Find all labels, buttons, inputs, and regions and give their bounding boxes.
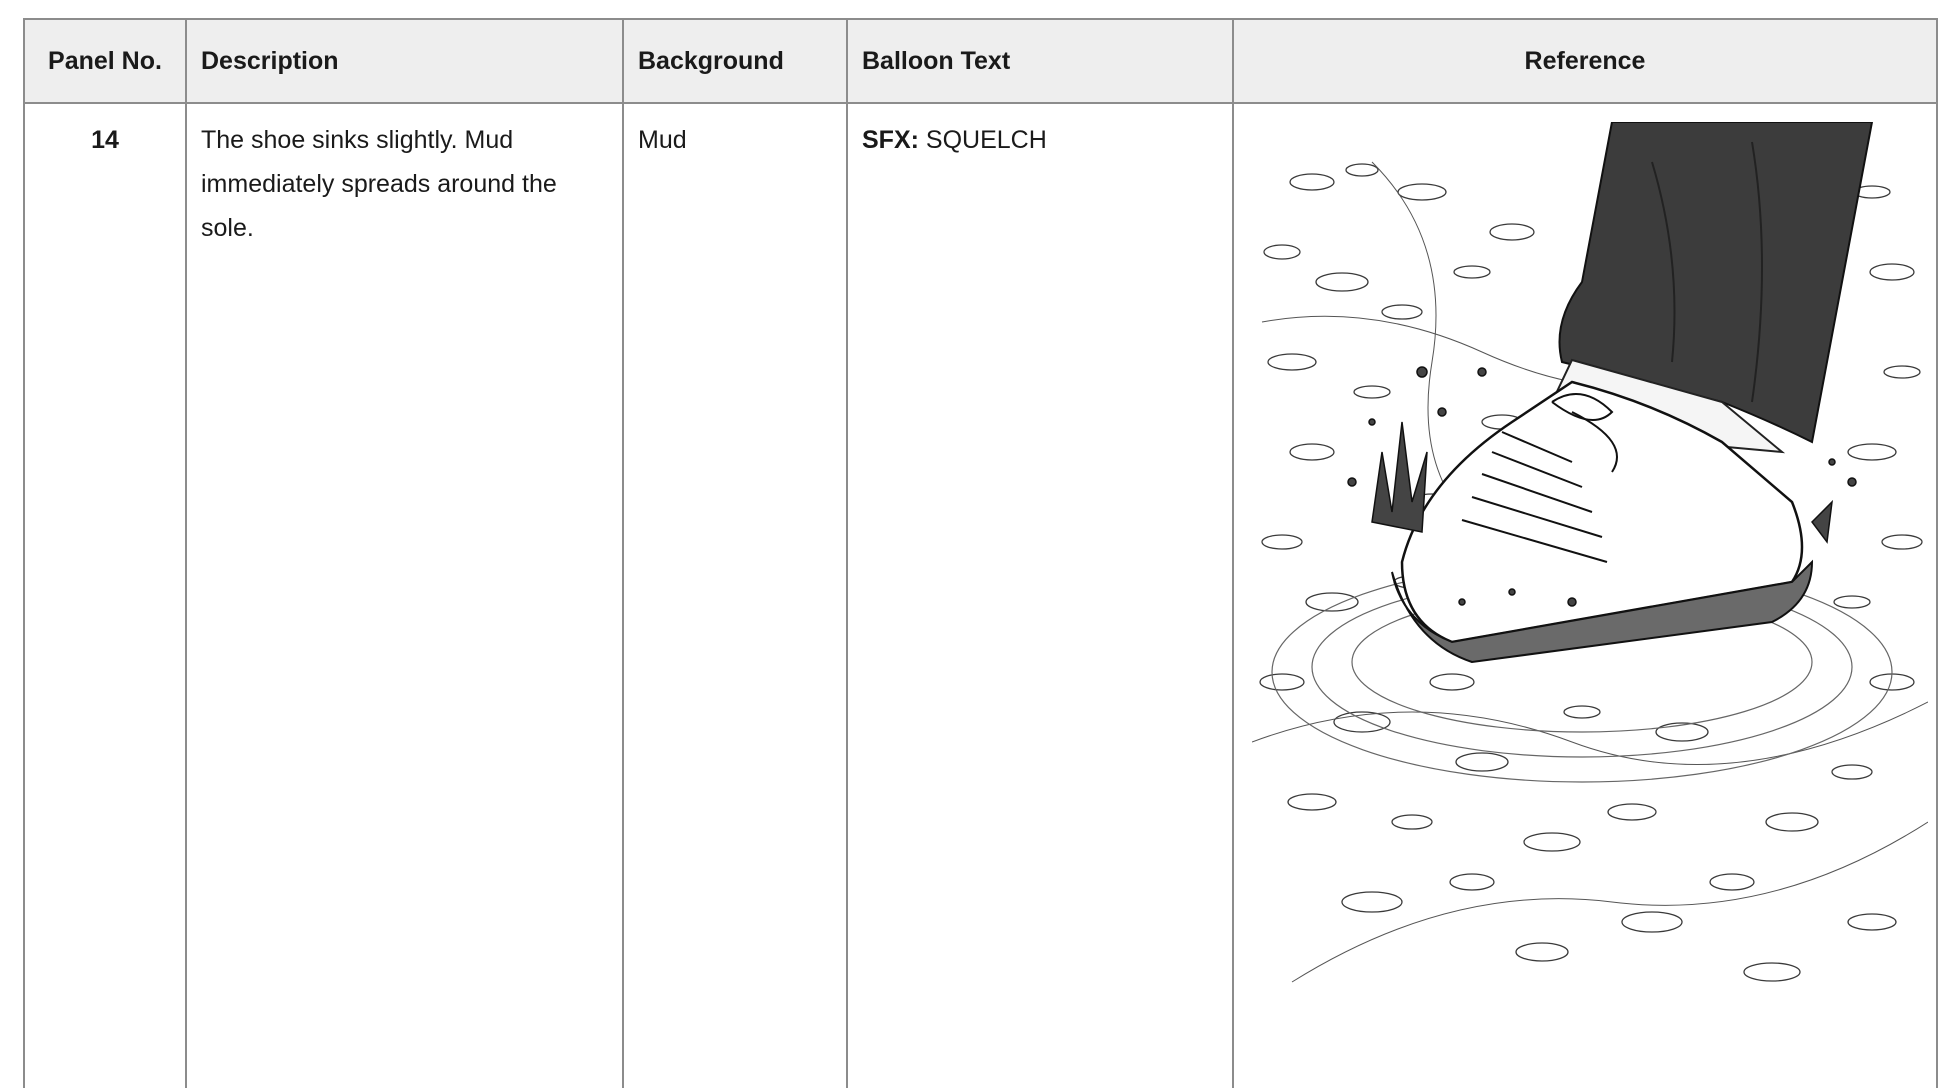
panel-number-cell: 14 xyxy=(24,103,186,1088)
sfx-label: SFX: xyxy=(862,126,919,154)
balloon-text-cell xyxy=(847,103,1233,1088)
table-row xyxy=(24,103,1937,1088)
storyboard-table xyxy=(23,18,1938,1088)
sneaker-in-mud-illustration xyxy=(1252,122,1928,1022)
header-reference: Reference xyxy=(1233,19,1937,103)
reference-cell xyxy=(1233,103,1937,1088)
header-background: Background xyxy=(623,19,847,103)
header-description: Description xyxy=(186,19,623,103)
header-balloon-text: Balloon Text xyxy=(847,19,1233,103)
reference-image xyxy=(1252,122,1928,1022)
sfx-text: SQUELCH xyxy=(925,126,1047,154)
header-panel-no: Panel No. xyxy=(24,19,186,103)
background-cell: Mud xyxy=(623,103,847,1088)
header-row xyxy=(24,19,1937,103)
description-cell: The shoe sinks slightly. Mud immediately spreads around the sole. xyxy=(186,103,623,1088)
